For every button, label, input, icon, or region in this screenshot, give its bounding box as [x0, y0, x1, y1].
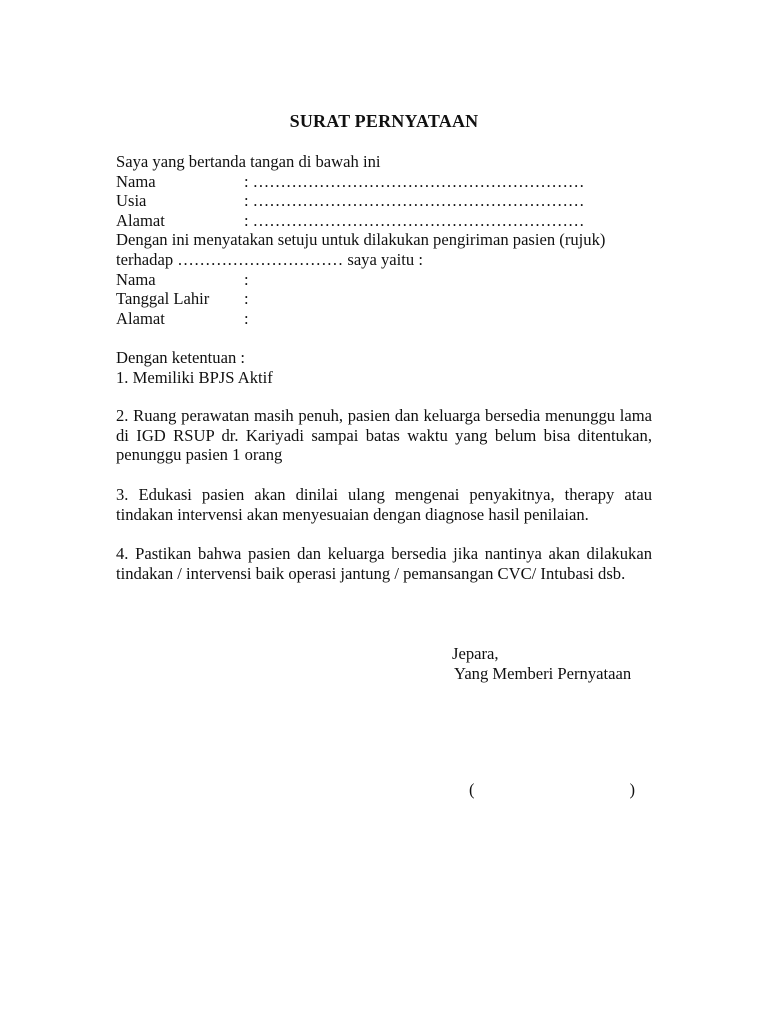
signer-role: Yang Memberi Pernyataan	[454, 664, 632, 683]
place-date: Jepara,	[452, 644, 499, 663]
paren-open: (	[469, 780, 475, 799]
field-label: Nama	[116, 171, 156, 191]
intro-text: Saya yang bertanda tangan di bawah ini	[116, 152, 381, 171]
condition-item-3: 3. Edukasi pasien akan dinilai ulang mengenai penyakitnya, therapy atau tindakan intervensi akan menyesuaian dengan diagnose hasil penilaian.	[116, 485, 652, 524]
patient-field-address	[116, 309, 652, 329]
field-colon: :	[244, 191, 249, 211]
condition-item-1: 1. Memiliki BPJS Aktif	[116, 367, 273, 387]
field-blank: ……………………………………………………	[252, 171, 585, 191]
conditions-section	[116, 348, 652, 387]
field-label: Tanggal Lahir	[116, 289, 210, 309]
field-blank: ……………………………………………………	[252, 210, 585, 230]
paren-close: )	[629, 780, 635, 799]
signature-block	[452, 644, 631, 684]
field-colon: :	[244, 289, 249, 309]
signature-name-slot	[469, 780, 635, 800]
field-label: Alamat	[116, 308, 165, 328]
signer-field-age	[116, 191, 652, 211]
conditions-heading: Dengan ketentuan :	[116, 348, 246, 367]
patient-field-birthdate	[116, 289, 652, 309]
condition-item-3-block	[116, 485, 652, 524]
field-colon: :	[244, 269, 249, 289]
field-colon: :	[244, 308, 249, 328]
field-colon: :	[244, 210, 249, 230]
condition-item-4-block	[116, 544, 652, 583]
statement-line-2: terhadap ………………………… saya yaitu :	[116, 249, 423, 269]
statement-line-1: Dengan ini menyatakan setuju untuk dilakukan pengiriman pasien (rujuk)	[116, 230, 606, 250]
document-title: SURAT PERNYATAAN	[289, 111, 479, 131]
patient-field-name	[116, 270, 652, 290]
signer-section	[116, 152, 652, 328]
signer-field-address	[116, 211, 652, 231]
field-label: Nama	[116, 269, 156, 289]
condition-item-2: 2. Ruang perawatan masih penuh, pasien dan keluarga bersedia menunggu lama di IGD RSUP dr. Kariyadi sampai batas waktu yang belum bisa ditentukan, penunggu pasien 1 orang	[116, 406, 652, 465]
condition-item-2-block	[116, 406, 652, 465]
field-blank: ……………………………………………………	[252, 191, 585, 211]
field-colon: :	[244, 171, 249, 191]
signer-field-name	[116, 172, 652, 192]
condition-item-4: 4. Pastikan bahwa pasien dan keluarga bersedia jika nantinya akan dilakukan tindakan / intervensi baik operasi jantung / pemansangan CVC/ Intubasi dsb.	[116, 544, 652, 583]
field-label: Alamat	[116, 210, 165, 230]
field-label: Usia	[116, 191, 147, 211]
